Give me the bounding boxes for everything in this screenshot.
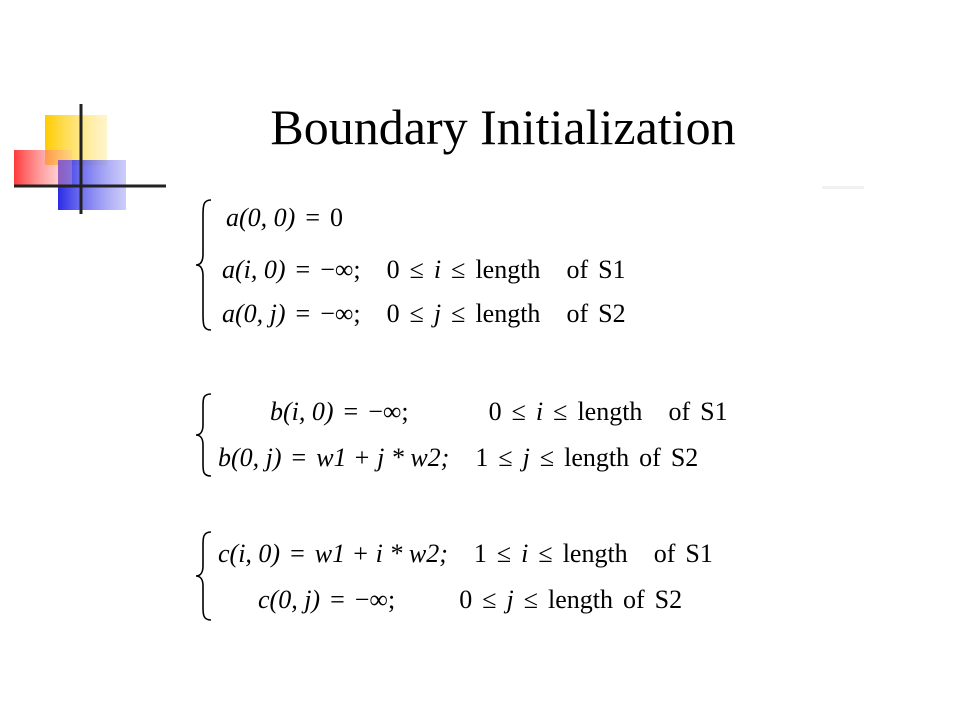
eq-lhs: b(i, 0) (270, 397, 334, 426)
equation-a-row-2 (222, 254, 626, 286)
eq-cond-high: length (475, 299, 541, 328)
eq-rhs: −∞; (320, 299, 361, 328)
eq-cond-low: 1 (473, 539, 487, 568)
eq-relation: = (291, 443, 307, 472)
eq-le-2: ≤ (523, 585, 538, 614)
eq-le-2: ≤ (539, 443, 555, 472)
eq-var: i (433, 255, 442, 284)
eq-rhs: −∞; (368, 397, 409, 426)
eq-cond-high: length (475, 255, 541, 284)
eq-relation: = (330, 585, 345, 614)
eq-cond-high: length (562, 539, 628, 568)
eq-cond-low: 0 (459, 585, 473, 614)
eq-le-2: ≤ (451, 299, 466, 328)
eq-seq: S1 (685, 539, 713, 568)
eq-le-1: ≤ (511, 397, 526, 426)
equation-a-row-3 (222, 298, 626, 330)
eq-var: i (521, 539, 529, 568)
eq-le-1: ≤ (496, 539, 512, 568)
equation-c-row-2 (258, 584, 682, 616)
equation-b-row-1 (270, 396, 728, 428)
eq-var: j (522, 443, 530, 472)
eq-cond-low: 0 (386, 255, 400, 284)
eq-cond-low: 0 (386, 299, 400, 328)
eq-cond-low: 1 (475, 443, 489, 472)
eq-le-2: ≤ (451, 255, 466, 284)
eq-lhs: b(0, j) (218, 443, 282, 472)
eq-rhs: w1 + i * w2; (314, 539, 448, 568)
eq-relation: = (343, 397, 359, 426)
eq-rhs: 0 (330, 203, 343, 232)
eq-seq: S2 (598, 299, 626, 328)
eq-rhs: −∞; (320, 255, 361, 284)
eq-le-1: ≤ (409, 255, 424, 284)
eq-of: of (668, 397, 691, 426)
eq-of: of (622, 585, 645, 614)
eq-rhs: w1 + j * w2; (316, 443, 450, 472)
eq-cond-low: 0 (488, 397, 502, 426)
eq-le-1: ≤ (482, 585, 497, 614)
eq-relation: = (290, 539, 305, 568)
eq-cond-high: length (577, 397, 643, 426)
eq-lhs: c(i, 0) (218, 539, 281, 568)
eq-lhs: c(0, j) (258, 585, 321, 614)
equation-c-row-1 (218, 538, 713, 570)
eq-lhs: a(i, 0) (222, 255, 286, 284)
eq-lhs: a(0, 0) (226, 203, 296, 232)
left-curly-brace-icon (193, 392, 215, 478)
eq-var: i (535, 397, 544, 426)
equation-b-row-2 (218, 442, 698, 474)
eq-seq: S2 (654, 585, 683, 614)
eq-relation: = (295, 299, 311, 328)
eq-seq: S1 (700, 397, 728, 426)
eq-seq: S2 (670, 443, 699, 472)
eq-le-2: ≤ (553, 397, 568, 426)
eq-le-2: ≤ (538, 539, 553, 568)
eq-of: of (639, 443, 661, 472)
eq-cond-high: length (564, 443, 630, 472)
eq-lhs: a(0, j) (222, 299, 286, 328)
eq-relation: = (295, 255, 311, 284)
left-curly-brace-icon (193, 530, 215, 622)
page-title: Boundary Initialization (270, 99, 736, 155)
eq-seq: S1 (598, 255, 626, 284)
eq-cond-high: length (547, 585, 613, 614)
equation-a-row-1 (226, 202, 343, 234)
eq-var: j (506, 585, 514, 614)
eq-rhs: −∞; (354, 585, 396, 614)
title-underline-accent (822, 186, 864, 189)
eq-le-1: ≤ (498, 443, 513, 472)
eq-var: j (433, 299, 442, 328)
eq-of: of (566, 299, 589, 328)
eq-le-1: ≤ (409, 299, 424, 328)
eq-of: of (566, 255, 589, 284)
eq-relation: = (305, 203, 320, 232)
left-curly-brace-icon (193, 198, 215, 332)
eq-of: of (653, 539, 676, 568)
